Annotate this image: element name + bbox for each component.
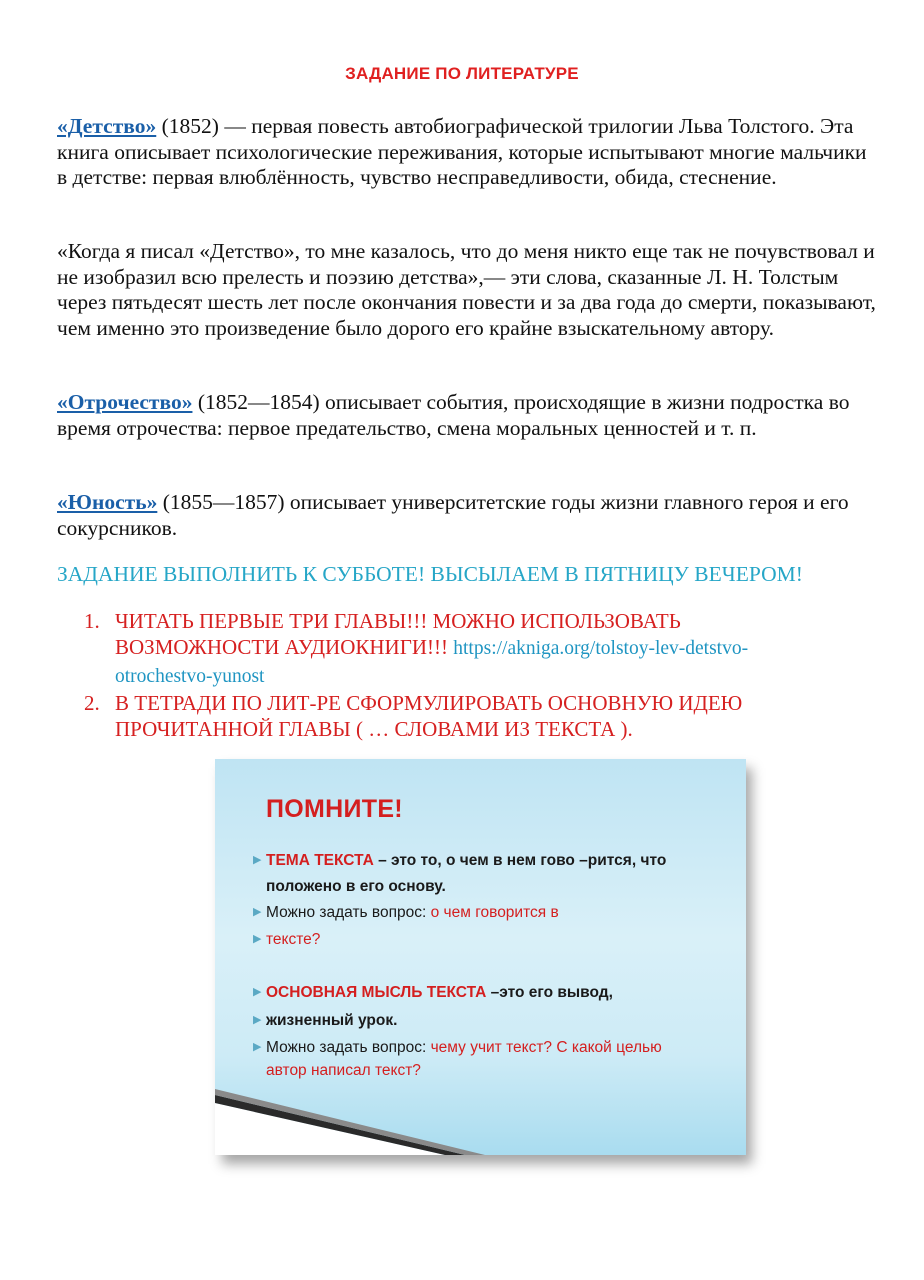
list-item-text: В ТЕТРАДИ ПО ЛИТ-РЕ СФОРМУЛИРОВАТЬ ОСНОВНУЮ ИДЕЮ ПРОЧИТАННОЙ ГЛАВЫ ( … СЛОВАМИ ИЗ ТЕКСТА ). xyxy=(115,691,743,741)
question-1-text: о чем говорится в xyxy=(430,904,559,921)
task-heading: ЗАДАНИЕ ВЫПОЛНИТЬ К СУББОТЕ! ВЫСЫЛАЕМ В ПЯТНИЦУ ВЕЧЕРОМ! xyxy=(57,562,803,586)
paragraph-otrochestvo xyxy=(57,390,877,441)
list-item xyxy=(84,608,844,690)
list-item-number: 1. xyxy=(84,609,100,633)
slide-line-question-2-cont: автор написал текст? xyxy=(266,1062,421,1079)
link-otrochestvo[interactable]: «Отрочество» xyxy=(57,390,193,414)
idea-definition: –это его вывод, xyxy=(486,984,613,1001)
paragraph-quote xyxy=(57,239,877,341)
paragraph-detstvo-text: (1852) — первая повесть автобиографической трилогии Льва Толстого. Эта книга описывает психологические переживания, которые испытывают многие мальчики в детстве: первая влюблённость, чувство несправедливости, обида, стеснение. xyxy=(57,114,867,189)
bullet-icon: ▶ xyxy=(253,986,262,998)
bullet-icon: ▶ xyxy=(253,1014,262,1026)
slide-title: ПОМНИТЕ! xyxy=(266,795,403,823)
theme-definition: – это то, о чем в нем гово –рится, что xyxy=(373,852,667,869)
bullet-icon: ▶ xyxy=(253,1041,262,1053)
slide-line-question-2 xyxy=(253,1038,662,1057)
idea-term: ОСНОВНАЯ МЫСЛЬ ТЕКСТА xyxy=(266,984,487,1001)
slide-line-question-1-cont xyxy=(253,930,320,949)
task-list xyxy=(84,608,844,742)
paragraph-yunost xyxy=(57,490,877,541)
reminder-slide xyxy=(215,759,746,1155)
slide-line-question-1 xyxy=(253,903,559,922)
paragraph-yunost-text: (1855—1857) описывает университетские годы жизни главного героя и его сокурсников. xyxy=(57,490,849,540)
question-2-text: чему учит текст? С какой целью xyxy=(430,1039,662,1056)
slide-line-idea-cont xyxy=(253,1011,397,1030)
audiobook-link[interactable]: https://akniga.org/tolstoy-lev-detstvo-otrochestvo-yunost xyxy=(115,638,749,687)
paragraph-quote-text: «Когда я писал «Детство», то мне казалось, что до меня никто еще так не почувствовал и не изобразил всю прелесть и поэзию детства»,— эти слова, сказанные Л. Н. Толстым через пятьдесят шесть лет после окончания повести и за два года до смерти, показывают, чем именно это произведение было дорого его крайне взыскательному автору. xyxy=(57,239,876,340)
page-title: ЗАДАНИЕ ПО ЛИТЕРАТУРЕ xyxy=(345,64,579,83)
list-item xyxy=(84,690,844,742)
list-item-number: 2. xyxy=(84,691,100,715)
bullet-icon: ▶ xyxy=(253,933,262,945)
list-item-text: ЧИТАТЬ ПЕРВЫЕ ТРИ ГЛАВЫ!!! МОЖНО ИСПОЛЬЗОВАТЬ ВОЗМОЖНОСТИ АУДИОКНИГИ!!! xyxy=(115,609,681,659)
question-2-prefix: Можно задать вопрос: xyxy=(266,1039,431,1056)
link-yunost[interactable]: «Юность» xyxy=(57,490,158,514)
bullet-icon: ▶ xyxy=(253,906,262,918)
bullet-icon: ▶ xyxy=(253,854,262,866)
question-1-prefix: Можно задать вопрос: xyxy=(266,904,431,921)
slide-line-theme-cont: положено в его основу. xyxy=(266,878,446,895)
idea-definition-cont: жизненный урок. xyxy=(266,1012,398,1029)
paragraph-detstvo xyxy=(57,114,877,191)
paragraph-otrochestvo-text: (1852—1854) описывает события, происходящие в жизни подростка во время отрочества: первое предательство, смена моральных ценностей и т. п. xyxy=(57,390,850,440)
slide-line-theme xyxy=(253,851,666,870)
link-detstvo[interactable]: «Детство» xyxy=(57,114,157,138)
theme-term: ТЕМА ТЕКСТА xyxy=(266,852,374,869)
decorative-wedge xyxy=(215,1065,746,1155)
question-1-text-cont: тексте? xyxy=(266,931,321,948)
slide-line-idea xyxy=(253,983,613,1002)
